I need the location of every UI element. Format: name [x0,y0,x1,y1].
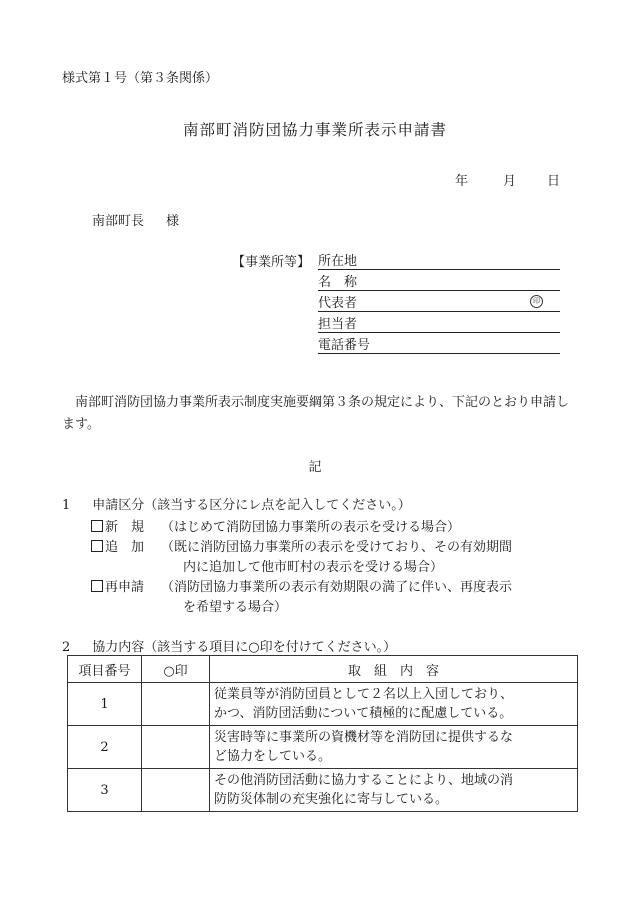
addressee [92,210,179,229]
representative-label: 代表者 [318,296,358,311]
addressee-name: 南部町長 [92,214,145,229]
header-mark: ○印 [142,656,210,683]
option-add[interactable] [91,536,144,555]
address-field[interactable] [318,250,560,270]
option-reapply[interactable] [91,576,144,595]
option-new-note: （はじめて消防団協力事業所の表示を受ける場合） [161,520,461,535]
row-mark-cell[interactable] [142,726,210,769]
row-description-line: その他消防団活動に協力することにより、地域の消 [214,773,514,788]
option-add-label: 追 加 [105,540,145,555]
row-description [210,683,578,726]
option-new[interactable] [91,516,144,535]
addressee-honorific: 様 [166,214,180,229]
cooperation-table [67,655,578,812]
row-mark-cell[interactable] [142,769,210,812]
document-title: 南部町消防団協力事業所表示申請書 [182,121,447,139]
section-2-number: 2 [62,640,71,655]
phone-label: 電話番号 [318,338,371,353]
row-number: 3 [68,769,142,812]
applicant-heading: 【事業所等】 [232,255,311,270]
address-label: 所在地 [318,254,358,269]
row-description [210,769,578,812]
header-item-number: 項目番号 [68,656,142,683]
body-paragraph [62,392,572,436]
date-day: 日 [547,174,561,189]
option-reapply-label: 再申請 [105,580,145,595]
option-add-note: （既に消防団協力事業所の表示を受けており、その有効期間 [161,540,513,555]
table-row [68,726,578,769]
option-add-note-2: 内に追加して他市町村の表示を受ける場合） [183,560,444,575]
ki-heading: 記 [308,460,322,475]
row-description-line: かつ、消防団活動について積極的に配慮している。 [214,706,513,721]
option-reapply-note: （消防団協力事業所の表示有効期限の満了に伴い、再度表示 [161,580,513,595]
form-number: 様式第１号（第３条関係） [62,71,219,86]
date-month: 月 [503,174,517,189]
seal-mark: 印 [530,295,543,308]
row-description-line: 防防災体制の充実強化に寄与している。 [214,792,449,807]
checkbox-new[interactable] [91,520,103,532]
row-description [210,726,578,769]
phone-field[interactable] [318,334,560,354]
row-mark-cell[interactable] [142,683,210,726]
table-header-row [68,656,578,683]
option-new-label: 新 規 [105,520,145,535]
contact-person-label: 担当者 [318,317,358,332]
company-name-field[interactable] [318,271,560,291]
row-number: 1 [68,683,142,726]
row-description-line: 災害時等に事業所の資機材等を消防団に提供するな [214,730,514,745]
body-text: 南部町消防団協力事業所表示制度実施要綱第３条の規定により、下記のとおり申請します。 [62,395,570,432]
section-2-title: 協力内容（該当する項目に○印を付けてください。） [92,640,397,655]
table-row [68,769,578,812]
representative-field[interactable] [318,292,560,312]
header-content: 取 組 内 容 [210,656,578,683]
section-1-title: 申請区分（該当する区分にレ点を記入してください。） [92,498,411,513]
checkbox-add[interactable] [91,540,103,552]
row-number: 2 [68,726,142,769]
section-1-heading [62,494,411,513]
contact-person-field[interactable] [318,313,560,333]
section-1-number: 1 [62,498,71,513]
section-2-heading [62,636,396,655]
row-description-line: ど協力をしている。 [214,749,332,764]
table-row [68,683,578,726]
option-reapply-note-2: を希望する場合） [183,600,288,615]
date-year: 年 [455,174,469,189]
checkbox-reapply[interactable] [91,580,103,592]
company-name-label: 名 称 [318,275,358,290]
row-description-line: 従業員等が消防団員として２名以上入団しており、 [214,687,514,702]
